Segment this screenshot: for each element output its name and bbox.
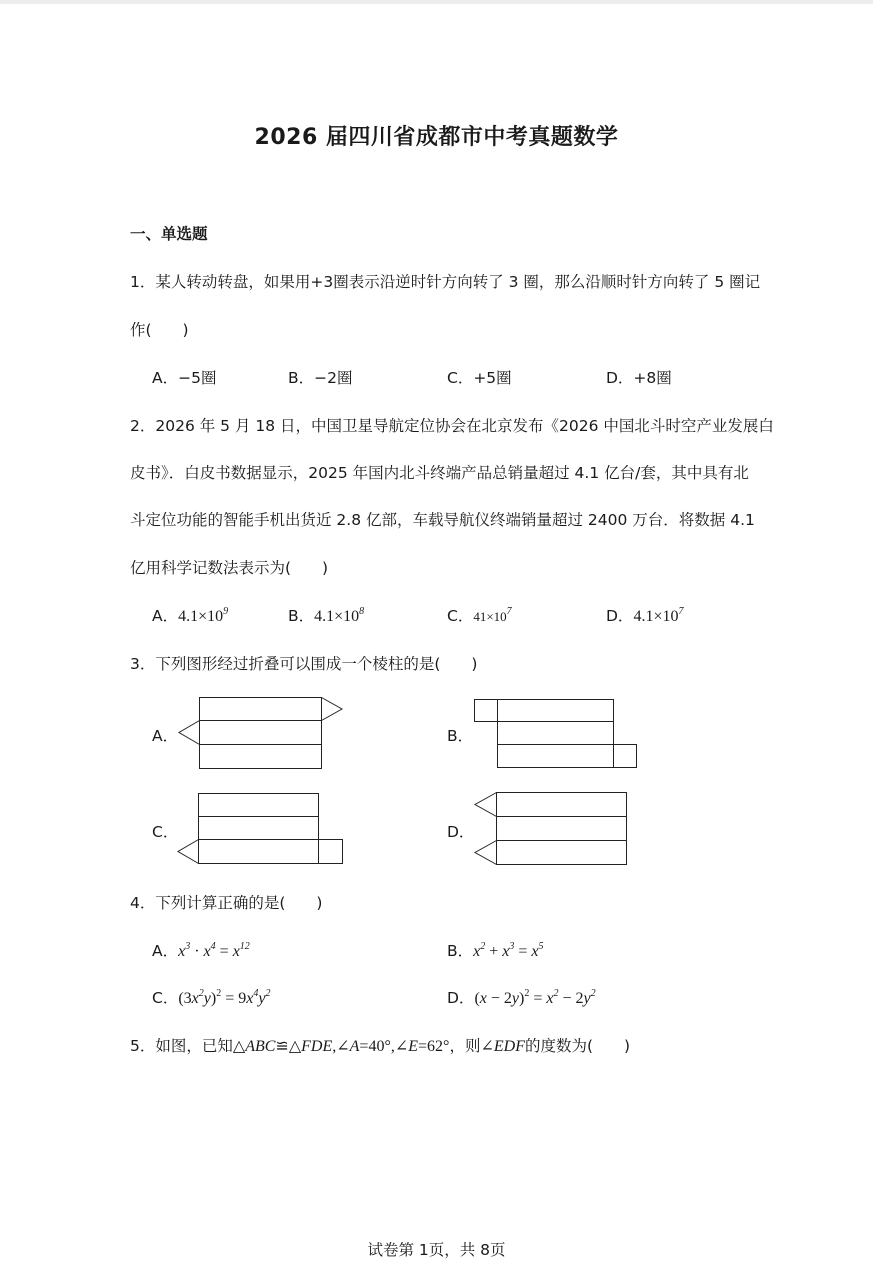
q1-option-c[interactable]: C．+5圈 [447,369,512,387]
q2-option-d[interactable] [606,604,683,626]
q2-option-a[interactable] [152,604,228,626]
q2-option-d-exp: 7 [678,606,684,617]
q2-line1: 2．2026 年 5 月 18 日，中国卫星导航定位协会在北京发布《2026 中国北斗时空产业发展白 [130,417,774,435]
q2-option-a-mantissa: 4.1×10 [178,608,224,625]
q3-net-a[interactable] [176,695,346,771]
q2-option-d-mantissa: 4.1×10 [633,608,679,625]
q2-option-c-mantissa: 41×10 [473,609,507,624]
q4-option-c-label: C． [152,989,179,1007]
q4-option-b-label: B． [447,942,474,960]
q5-condition: △ABC≌△FDE,∠A=40°,∠E=62° [232,1038,450,1055]
q3-option-c-label[interactable]: C． [152,823,179,841]
q1-option-a[interactable]: A．−5圈 [152,369,217,387]
q3-net-c[interactable] [176,791,346,867]
q5-line1 [130,1034,630,1056]
q4-option-c-formula: $(3x^2y)^2 = 9x^4y^2$ [178,988,271,1007]
q3-option-d-label[interactable]: D． [447,823,475,841]
q5-suffix: 的度数为( ) [524,1037,631,1055]
q4-option-d-label: D． [447,989,475,1007]
q2-option-c[interactable] [447,604,512,626]
q5-target-angle: ∠EDF [480,1038,525,1055]
q3-option-b-label[interactable]: B． [447,727,474,745]
q2-line4: 亿用科学记数法表示为( ) [130,559,329,577]
q3-line1: 3．下列图形经过折叠可以围成一个棱柱的是( ) [130,655,478,673]
q4-option-b-formula: $x^2 + x^3 = x^5$ [473,941,544,960]
q5-prefix: 5．如图，已知 [130,1037,233,1055]
q1-option-b[interactable]: B．−2圈 [288,369,353,387]
section-heading: 一、单选题 [130,225,208,243]
q5-then: ，则 [449,1037,481,1055]
q2-option-d-label: D． [606,607,634,625]
q4-option-b[interactable] [447,939,544,961]
page-footer: 试卷第 1页，共 8页 [367,1241,506,1259]
q2-option-b-mantissa: 4.1×10 [314,608,360,625]
q4-option-c[interactable] [152,986,270,1008]
q4-option-a-label: A． [152,942,179,960]
q2-option-b-label: B． [288,607,315,625]
q2-option-a-exp: 9 [223,606,229,617]
q3-net-d[interactable] [472,790,632,868]
q3-net-b[interactable] [472,697,640,771]
q4-option-a-formula: $x^3 \cdot x^4 = x^{12}$ [178,941,250,960]
q4-option-d[interactable] [447,986,596,1008]
q2-option-c-label: C． [447,607,474,625]
q4-option-a[interactable] [152,939,250,961]
q2-line2: 皮书》．白皮书数据显示，2025 年国内北斗终端产品总销量超过 4.1 亿台/套，其中具有北 [130,464,749,482]
q2-option-b-exp: 8 [359,606,365,617]
q3-option-a-label[interactable]: A． [152,727,179,745]
q2-option-c-exp: 7 [506,606,512,617]
q2-option-a-label: A． [152,607,179,625]
q1-option-d[interactable]: D．+8圈 [606,369,672,387]
q4-line1: 4．下列计算正确的是( ) [130,894,323,912]
top-edge [0,0,873,4]
page-title: 2026 届四川省成都市中考真题数学 [254,125,619,150]
q2-line3: 斗定位功能的智能手机出货近 2.8 亿部，车载导航仪终端销量超过 2400 万台．将数据 4.1 [130,511,755,529]
q1-line1: 1．某人转动转盘，如果用+3圈表示沿逆时针方向转了 3 圈，那么沿顺时针方向转了 5 圈记 [130,273,761,291]
q2-option-b[interactable] [288,604,364,626]
q4-option-d-formula: $(x - 2y)^2 = x^2 - 2y^2$ [474,988,596,1007]
q1-line2: 作( ) [130,321,189,339]
